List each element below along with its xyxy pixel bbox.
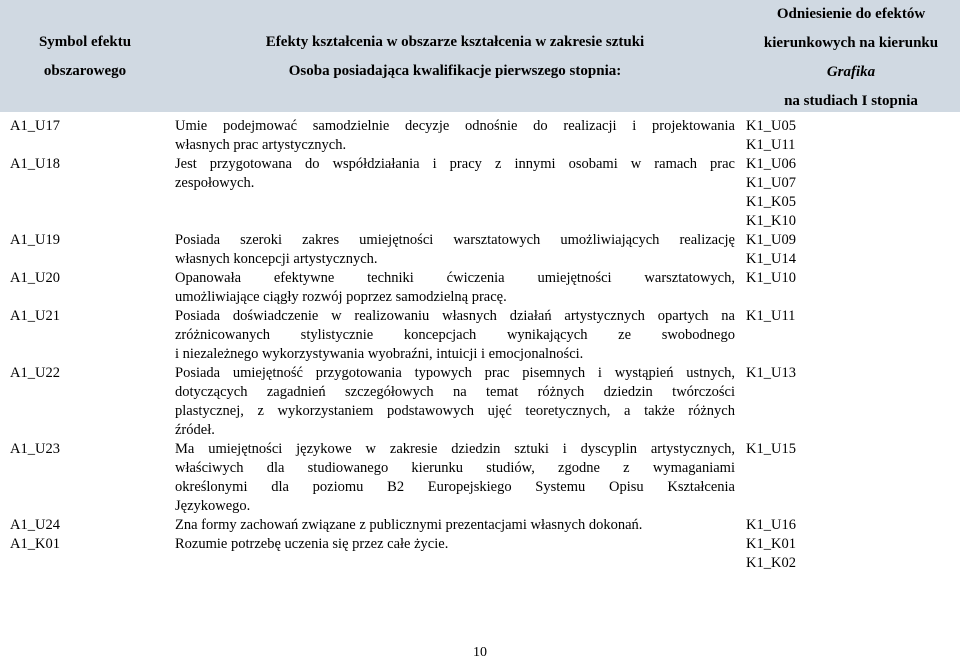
reference-code: K1_U13 (746, 365, 796, 381)
effect-description (175, 535, 735, 554)
table-row (0, 305, 960, 362)
effect-symbol: A1_U21 (10, 308, 60, 324)
reference-code: K1_U10 (746, 270, 796, 286)
reference-code: K1_U09 (746, 232, 796, 248)
effect-description (175, 269, 735, 307)
reference-code: K1_K10 (746, 213, 796, 229)
effect-symbol: A1_U19 (10, 232, 60, 248)
description-line: umożliwiające ciągły rozwój poprzez samodzielną pracę. (175, 289, 507, 305)
reference-list (746, 307, 866, 326)
reference-list (746, 440, 866, 459)
description-line: Zna formy zachowań związane z publicznymi prezentacjami własnych dokonań. (175, 517, 643, 533)
header-reference-line1: Odniesienie do efektów (776, 6, 926, 22)
description-line: zespołowych. (175, 175, 255, 191)
reference-code: K1_U11 (746, 137, 796, 153)
effect-description (175, 364, 735, 440)
table-row (0, 267, 960, 305)
table-row (0, 533, 960, 571)
table-row (0, 514, 960, 533)
reference-list (746, 231, 866, 269)
reference-code: K1_U06 (746, 156, 796, 172)
header-reference-column (742, 0, 960, 116)
effect-symbol: A1_K01 (10, 536, 60, 552)
description-line: Ma umiejętności językowe w zakresie dziedzin sztuki i dyscyplin artystycznych, (175, 441, 735, 457)
effect-description (175, 117, 735, 155)
description-line: Językowego. (175, 498, 251, 514)
reference-code: K1_U14 (746, 251, 796, 267)
reference-code: K1_U11 (746, 308, 796, 324)
reference-code: K1_K01 (746, 536, 796, 552)
header-reference-line4: na studiach I stopnia (784, 93, 918, 109)
header-effects-line2: Osoba posiadająca kwalifikacje pierwszego stopnia: (288, 63, 622, 79)
header-effects-column (225, 28, 685, 86)
effect-description (175, 440, 735, 516)
reference-code: K1_K02 (746, 555, 796, 571)
reference-code: K1_U07 (746, 175, 796, 191)
description-line: Posiada doświadczenie w realizowaniu własnych działań artystycznych opartych na (175, 308, 735, 324)
description-line: Jest przygotowana do współdziałania i pracy z innymi osobami w ramach prac (175, 156, 735, 172)
description-line: Posiada umiejętność przygotowania typowych prac pisemnych i wystąpień ustnych, (175, 365, 735, 381)
effect-symbol: A1_U17 (10, 118, 60, 134)
effect-symbol: A1_U22 (10, 365, 60, 381)
effect-symbol: A1_U24 (10, 517, 60, 533)
description-line: Posiada szeroki zakres umiejętności warsztatowych umożliwiających realizację (175, 232, 735, 248)
table-header (0, 0, 960, 112)
header-reference-line2: kierunkowych na kierunku (763, 35, 939, 51)
description-line: dotyczących zagadnień szczegółowych na temat różnych dziedzin twórczości (175, 384, 735, 400)
header-symbol-line1: Symbol efektu (38, 34, 132, 50)
header-symbol-column (20, 28, 150, 86)
effect-symbol: A1_U18 (10, 156, 60, 172)
description-line: i niezależnego wykorzystywania wyobraźni, intuicji i emocjonalności. (175, 346, 584, 362)
effect-description (175, 155, 735, 193)
reference-code: K1_K05 (746, 194, 796, 210)
reference-code: K1_U15 (746, 441, 796, 457)
table-row (0, 115, 960, 153)
description-line: zróżnicowanych stylistycznie koncepcjach wynikających ze swobodnego (175, 327, 735, 343)
effect-description (175, 307, 735, 364)
table-row (0, 229, 960, 267)
description-line: Umie podejmować samodzielnie decyzje odnośnie do realizacji i projektowania (175, 118, 735, 134)
effect-symbol: A1_U20 (10, 270, 60, 286)
header-effects-line1: Efekty kształcenia w obszarze kształcenia w zakresie sztuki (265, 34, 645, 50)
description-line: określonymi dla poziomu B2 Europejskiego Systemu Opisu Kształcenia (175, 479, 735, 495)
reference-code: K1_U16 (746, 517, 796, 533)
reference-list (746, 535, 866, 573)
description-line: własnych prac artystycznych. (175, 137, 347, 153)
description-line: własnych koncepcji artystycznych. (175, 251, 378, 267)
reference-list (746, 155, 866, 231)
description-line: właściwych dla studiowanego kierunku studiów, zgodne z wymaganiami (175, 460, 735, 476)
reference-list (746, 117, 866, 155)
header-symbol-line2: obszarowego (43, 63, 127, 79)
table-row (0, 362, 960, 438)
header-reference-line3: Grafika (826, 64, 876, 80)
reference-list (746, 269, 866, 288)
description-line: Opanowała efektywne techniki ćwiczenia umiejętności warsztatowych, (175, 270, 735, 286)
reference-list (746, 364, 866, 383)
description-line: źródeł. (175, 422, 215, 438)
table-body (0, 115, 960, 571)
effect-symbol: A1_U23 (10, 441, 60, 457)
effect-description (175, 231, 735, 269)
page-number: 10 (473, 645, 487, 660)
description-line: Rozumie potrzebę uczenia się przez całe życie. (175, 536, 449, 552)
reference-code: K1_U05 (746, 118, 796, 134)
table-row (0, 153, 960, 229)
table-row (0, 438, 960, 514)
description-line: plastycznej, z wykorzystaniem podstawowych ujęć teoretycznych, a także różnych (175, 403, 735, 419)
